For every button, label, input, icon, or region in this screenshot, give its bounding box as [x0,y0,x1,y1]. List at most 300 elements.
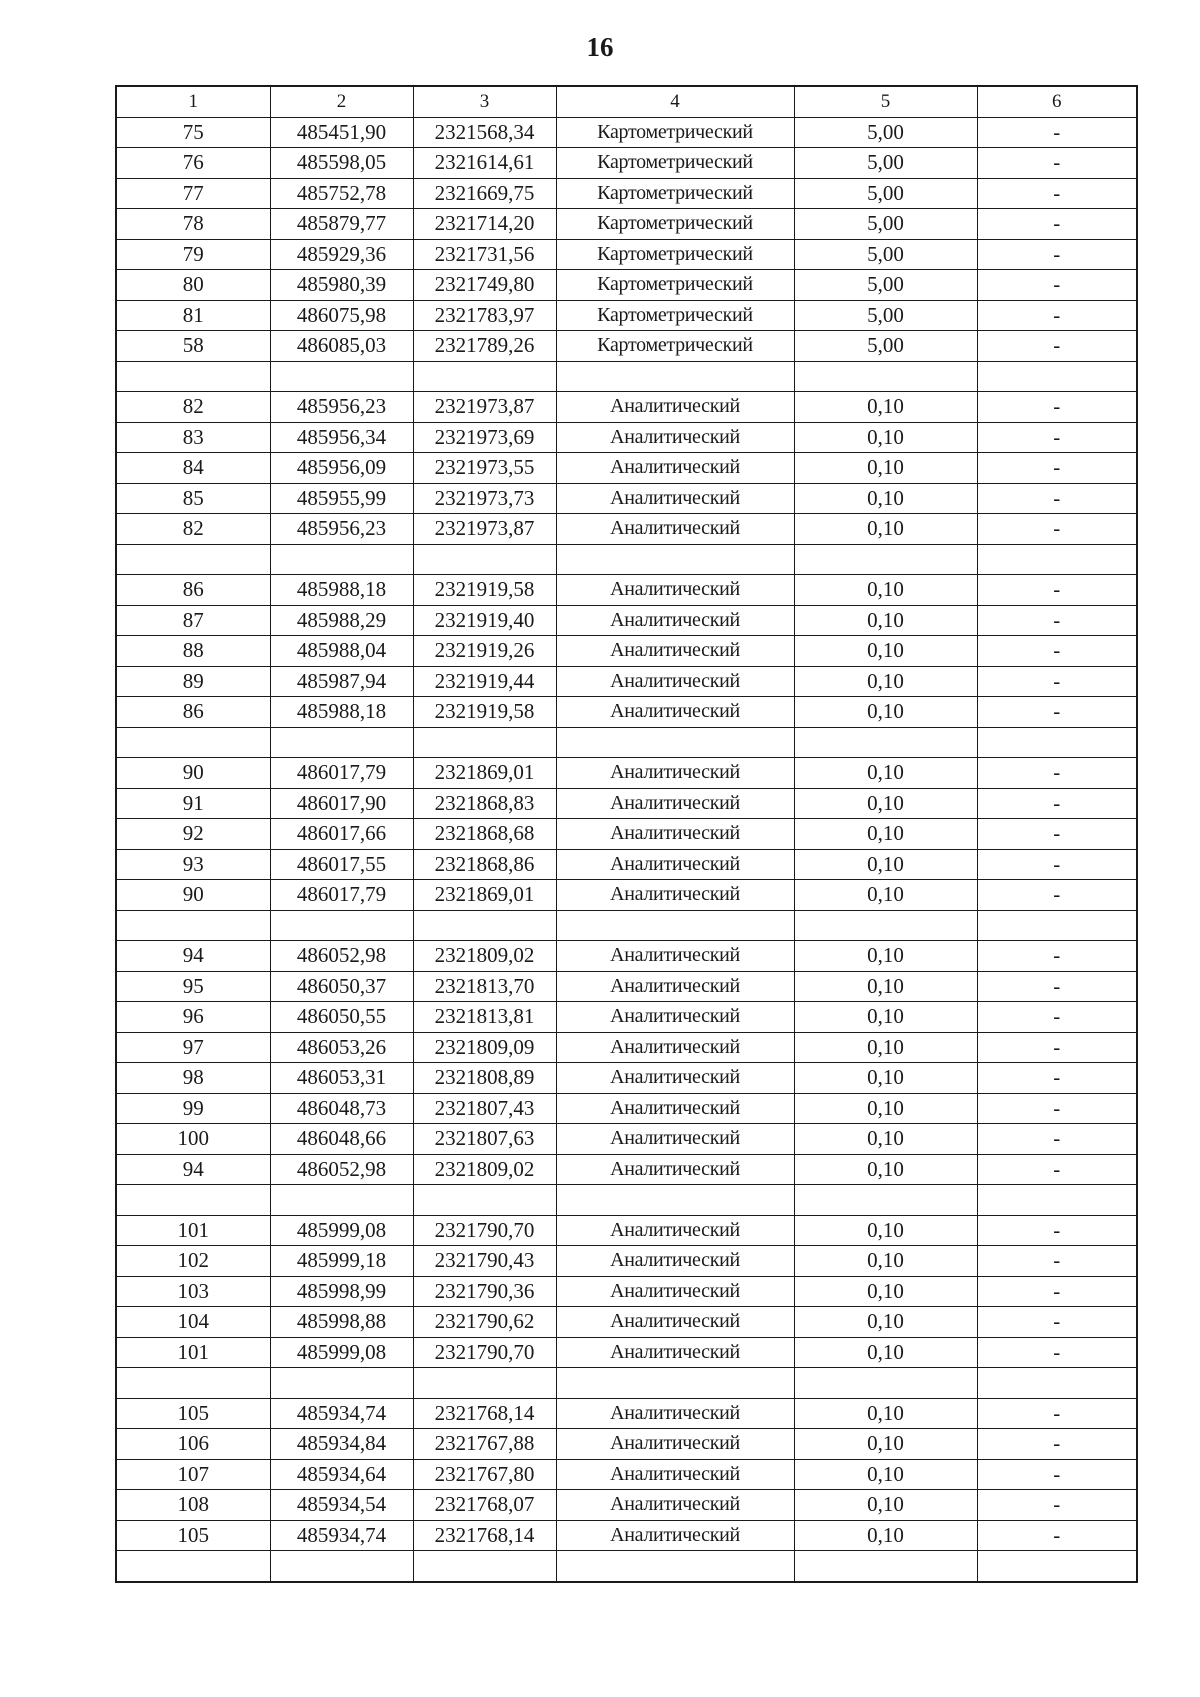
x-coordinate-cell: 486053,26 [270,1032,413,1063]
method-cell [556,727,794,758]
accuracy-cell: 5,00 [794,270,977,301]
y-coordinate-cell: 2321790,43 [413,1246,556,1277]
method-cell: Картометрический [556,117,794,148]
table-row [116,1429,1137,1460]
table-row [116,1490,1137,1521]
accuracy-cell [794,1368,977,1399]
method-cell: Картометрический [556,239,794,270]
note-cell: - [977,880,1137,911]
accuracy-cell: 0,10 [794,666,977,697]
note-cell: - [977,697,1137,728]
note-cell: - [977,605,1137,636]
x-coordinate-cell: 485598,05 [270,148,413,179]
x-coordinate-cell: 486052,98 [270,1154,413,1185]
table-row [116,971,1137,1002]
y-coordinate-cell: 2321807,43 [413,1093,556,1124]
point-number-cell [116,1551,270,1582]
x-coordinate-cell: 485956,34 [270,422,413,453]
note-cell: - [977,1398,1137,1429]
y-coordinate-cell: 2321768,14 [413,1520,556,1551]
accuracy-cell: 0,10 [794,1063,977,1094]
x-coordinate-cell: 485956,23 [270,514,413,545]
x-coordinate-cell: 485934,74 [270,1398,413,1429]
table-row [116,697,1137,728]
point-number-cell: 91 [116,788,270,819]
x-coordinate-cell [270,1185,413,1216]
accuracy-cell: 0,10 [794,392,977,423]
x-coordinate-cell: 485999,08 [270,1215,413,1246]
method-cell: Аналитический [556,575,794,606]
note-cell: - [977,239,1137,270]
y-coordinate-cell [413,361,556,392]
point-number-cell: 101 [116,1215,270,1246]
header-cell-1: 1 [116,86,270,117]
y-coordinate-cell: 2321767,88 [413,1429,556,1460]
coordinates-table [115,85,1138,1583]
method-cell: Аналитический [556,392,794,423]
x-coordinate-cell [270,1551,413,1582]
y-coordinate-cell: 2321973,87 [413,392,556,423]
x-coordinate-cell [270,361,413,392]
note-cell: - [977,575,1137,606]
method-cell: Аналитический [556,666,794,697]
table-row [116,392,1137,423]
table-row [116,666,1137,697]
y-coordinate-cell: 2321813,70 [413,971,556,1002]
table-row [116,1398,1137,1429]
x-coordinate-cell: 485955,99 [270,483,413,514]
point-number-cell: 75 [116,117,270,148]
x-coordinate-cell [270,727,413,758]
accuracy-cell: 0,10 [794,1154,977,1185]
method-cell: Аналитический [556,1032,794,1063]
accuracy-cell: 5,00 [794,300,977,331]
x-coordinate-cell: 485980,39 [270,270,413,301]
accuracy-cell: 0,10 [794,1215,977,1246]
point-number-cell: 80 [116,270,270,301]
point-number-cell: 79 [116,239,270,270]
note-cell: - [977,148,1137,179]
table-row [116,1276,1137,1307]
point-number-cell: 78 [116,209,270,240]
note-cell: - [977,1246,1137,1277]
point-number-cell: 102 [116,1246,270,1277]
y-coordinate-cell [413,727,556,758]
x-coordinate-cell [270,910,413,941]
accuracy-cell: 0,10 [794,1398,977,1429]
y-coordinate-cell [413,1185,556,1216]
note-cell [977,727,1137,758]
accuracy-cell: 0,10 [794,575,977,606]
method-cell: Аналитический [556,1215,794,1246]
table-row [116,849,1137,880]
table-separator-row [116,1185,1137,1216]
accuracy-cell: 0,10 [794,941,977,972]
table-row [116,270,1137,301]
header-cell-6: 6 [977,86,1137,117]
note-cell: - [977,971,1137,1002]
note-cell: - [977,300,1137,331]
x-coordinate-cell: 485998,88 [270,1307,413,1338]
accuracy-cell: 0,10 [794,1276,977,1307]
y-coordinate-cell: 2321919,40 [413,605,556,636]
y-coordinate-cell: 2321868,83 [413,788,556,819]
y-coordinate-cell: 2321790,70 [413,1337,556,1368]
point-number-cell: 97 [116,1032,270,1063]
accuracy-cell: 0,10 [794,453,977,484]
method-cell: Аналитический [556,697,794,728]
accuracy-cell: 0,10 [794,636,977,667]
accuracy-cell: 0,10 [794,971,977,1002]
accuracy-cell: 0,10 [794,758,977,789]
table-row [116,1093,1137,1124]
note-cell: - [977,331,1137,362]
y-coordinate-cell: 2321807,63 [413,1124,556,1155]
x-coordinate-cell: 485956,23 [270,392,413,423]
x-coordinate-cell: 485988,18 [270,697,413,728]
method-cell: Аналитический [556,453,794,484]
method-cell [556,910,794,941]
y-coordinate-cell: 2321568,34 [413,117,556,148]
accuracy-cell: 0,10 [794,422,977,453]
method-cell: Аналитический [556,422,794,453]
table-row [116,300,1137,331]
table-row [116,1124,1137,1155]
y-coordinate-cell: 2321919,44 [413,666,556,697]
method-cell [556,544,794,575]
note-cell: - [977,1490,1137,1521]
method-cell [556,1185,794,1216]
method-cell: Картометрический [556,148,794,179]
point-number-cell: 105 [116,1398,270,1429]
note-cell: - [977,209,1137,240]
note-cell: - [977,636,1137,667]
accuracy-cell: 0,10 [794,1429,977,1460]
point-number-cell: 101 [116,1337,270,1368]
table-row [116,453,1137,484]
x-coordinate-cell: 486050,37 [270,971,413,1002]
table-row [116,575,1137,606]
x-coordinate-cell: 485998,99 [270,1276,413,1307]
accuracy-cell: 0,10 [794,1337,977,1368]
accuracy-cell: 0,10 [794,1032,977,1063]
point-number-cell: 86 [116,575,270,606]
note-cell: - [977,270,1137,301]
table-row [116,514,1137,545]
y-coordinate-cell: 2321714,20 [413,209,556,240]
x-coordinate-cell: 485879,77 [270,209,413,240]
method-cell: Аналитический [556,483,794,514]
x-coordinate-cell: 486048,73 [270,1093,413,1124]
table-row [116,422,1137,453]
method-cell: Аналитический [556,1154,794,1185]
y-coordinate-cell: 2321767,80 [413,1459,556,1490]
accuracy-cell: 0,10 [794,849,977,880]
method-cell: Аналитический [556,1398,794,1429]
table-separator-row [116,910,1137,941]
accuracy-cell: 0,10 [794,514,977,545]
point-number-cell: 105 [116,1520,270,1551]
x-coordinate-cell: 486017,79 [270,880,413,911]
header-cell-4: 4 [556,86,794,117]
table-separator-row [116,1368,1137,1399]
accuracy-cell: 5,00 [794,209,977,240]
x-coordinate-cell: 485999,18 [270,1246,413,1277]
note-cell: - [977,941,1137,972]
table-separator-row [116,361,1137,392]
method-cell: Аналитический [556,1307,794,1338]
accuracy-cell: 0,10 [794,880,977,911]
note-cell: - [977,758,1137,789]
x-coordinate-cell: 486017,90 [270,788,413,819]
y-coordinate-cell: 2321809,09 [413,1032,556,1063]
y-coordinate-cell: 2321973,55 [413,453,556,484]
x-coordinate-cell: 486017,66 [270,819,413,850]
point-number-cell: 86 [116,697,270,728]
note-cell [977,1551,1137,1582]
note-cell: - [977,1093,1137,1124]
note-cell: - [977,1215,1137,1246]
method-cell: Картометрический [556,331,794,362]
method-cell [556,1368,794,1399]
y-coordinate-cell: 2321789,26 [413,331,556,362]
point-number-cell: 58 [116,331,270,362]
table-row [116,1032,1137,1063]
method-cell: Аналитический [556,1459,794,1490]
table-row [116,941,1137,972]
x-coordinate-cell: 486085,03 [270,331,413,362]
point-number-cell: 85 [116,483,270,514]
y-coordinate-cell: 2321749,80 [413,270,556,301]
point-number-cell: 103 [116,1276,270,1307]
point-number-cell: 77 [116,178,270,209]
y-coordinate-cell: 2321919,26 [413,636,556,667]
accuracy-cell [794,1551,977,1582]
note-cell [977,544,1137,575]
page-number: 16 [586,32,614,62]
note-cell: - [977,178,1137,209]
note-cell [977,361,1137,392]
y-coordinate-cell: 2321973,87 [413,514,556,545]
method-cell: Аналитический [556,1490,794,1521]
y-coordinate-cell: 2321869,01 [413,880,556,911]
table-row [116,239,1137,270]
point-number-cell: 84 [116,453,270,484]
y-coordinate-cell: 2321869,01 [413,758,556,789]
point-number-cell: 95 [116,971,270,1002]
x-coordinate-cell: 486053,31 [270,1063,413,1094]
point-number-cell [116,1368,270,1399]
note-cell: - [977,1276,1137,1307]
x-coordinate-cell: 485752,78 [270,178,413,209]
y-coordinate-cell: 2321919,58 [413,697,556,728]
accuracy-cell: 0,10 [794,697,977,728]
method-cell: Аналитический [556,1246,794,1277]
accuracy-cell: 0,10 [794,1246,977,1277]
x-coordinate-cell: 485988,04 [270,636,413,667]
point-number-cell: 82 [116,514,270,545]
note-cell: - [977,1459,1137,1490]
table-row [116,819,1137,850]
method-cell [556,1551,794,1582]
point-number-cell: 100 [116,1124,270,1155]
point-number-cell: 76 [116,148,270,179]
y-coordinate-cell: 2321813,81 [413,1002,556,1033]
table-row [116,880,1137,911]
table-row [116,788,1137,819]
point-number-cell: 94 [116,1154,270,1185]
point-number-cell: 96 [116,1002,270,1033]
table-row [116,1002,1137,1033]
y-coordinate-cell: 2321768,07 [413,1490,556,1521]
method-cell: Аналитический [556,1520,794,1551]
accuracy-cell: 0,10 [794,819,977,850]
y-coordinate-cell: 2321790,36 [413,1276,556,1307]
table-row [116,1459,1137,1490]
table-row [116,1307,1137,1338]
note-cell: - [977,514,1137,545]
table-separator-row [116,727,1137,758]
note-cell: - [977,1429,1137,1460]
y-coordinate-cell: 2321768,14 [413,1398,556,1429]
point-number-cell [116,1185,270,1216]
table-row [116,1246,1137,1277]
method-cell: Аналитический [556,849,794,880]
note-cell: - [977,1337,1137,1368]
point-number-cell: 90 [116,880,270,911]
accuracy-cell [794,544,977,575]
x-coordinate-cell: 486048,66 [270,1124,413,1155]
accuracy-cell: 0,10 [794,1307,977,1338]
x-coordinate-cell: 485929,36 [270,239,413,270]
point-number-cell: 88 [116,636,270,667]
y-coordinate-cell: 2321973,73 [413,483,556,514]
note-cell: - [977,1124,1137,1155]
table-row [116,1063,1137,1094]
y-coordinate-cell: 2321973,69 [413,422,556,453]
point-number-cell: 93 [116,849,270,880]
note-cell: - [977,849,1137,880]
table-row [116,483,1137,514]
note-cell [977,1185,1137,1216]
accuracy-cell: 0,10 [794,1520,977,1551]
x-coordinate-cell: 486075,98 [270,300,413,331]
y-coordinate-cell: 2321809,02 [413,1154,556,1185]
accuracy-cell: 5,00 [794,239,977,270]
point-number-cell: 92 [116,819,270,850]
header-cell-5: 5 [794,86,977,117]
y-coordinate-cell: 2321868,86 [413,849,556,880]
table-separator-row [116,1551,1137,1582]
accuracy-cell [794,1185,977,1216]
x-coordinate-cell: 485956,09 [270,453,413,484]
accuracy-cell: 5,00 [794,117,977,148]
x-coordinate-cell: 485987,94 [270,666,413,697]
method-cell: Аналитический [556,971,794,1002]
note-cell: - [977,666,1137,697]
y-coordinate-cell: 2321790,70 [413,1215,556,1246]
point-number-cell: 94 [116,941,270,972]
y-coordinate-cell: 2321868,68 [413,819,556,850]
method-cell: Аналитический [556,788,794,819]
x-coordinate-cell: 485934,74 [270,1520,413,1551]
accuracy-cell: 5,00 [794,148,977,179]
x-coordinate-cell: 485934,64 [270,1459,413,1490]
method-cell: Аналитический [556,1337,794,1368]
header-row [116,86,1137,117]
point-number-cell: 87 [116,605,270,636]
note-cell: - [977,422,1137,453]
y-coordinate-cell: 2321809,02 [413,941,556,972]
x-coordinate-cell: 485988,29 [270,605,413,636]
x-coordinate-cell: 485988,18 [270,575,413,606]
x-coordinate-cell: 485999,08 [270,1337,413,1368]
point-number-cell: 98 [116,1063,270,1094]
table-body [116,117,1137,1582]
point-number-cell: 90 [116,758,270,789]
method-cell: Аналитический [556,1063,794,1094]
method-cell: Картометрический [556,178,794,209]
y-coordinate-cell: 2321790,62 [413,1307,556,1338]
y-coordinate-cell: 2321614,61 [413,148,556,179]
accuracy-cell [794,910,977,941]
method-cell: Аналитический [556,636,794,667]
point-number-cell [116,727,270,758]
x-coordinate-cell: 486017,79 [270,758,413,789]
note-cell: - [977,117,1137,148]
note-cell [977,910,1137,941]
note-cell: - [977,1520,1137,1551]
y-coordinate-cell: 2321669,75 [413,178,556,209]
accuracy-cell: 5,00 [794,178,977,209]
method-cell: Картометрический [556,270,794,301]
accuracy-cell: 0,10 [794,1459,977,1490]
point-number-cell: 81 [116,300,270,331]
point-number-cell: 108 [116,1490,270,1521]
table-row [116,209,1137,240]
x-coordinate-cell: 485451,90 [270,117,413,148]
point-number-cell: 83 [116,422,270,453]
accuracy-cell: 0,10 [794,605,977,636]
table-row [116,178,1137,209]
accuracy-cell: 0,10 [794,1093,977,1124]
accuracy-cell: 0,10 [794,1002,977,1033]
note-cell: - [977,392,1137,423]
method-cell: Аналитический [556,819,794,850]
point-number-cell [116,910,270,941]
method-cell: Аналитический [556,941,794,972]
table-row [116,636,1137,667]
table-row [116,1154,1137,1185]
method-cell: Аналитический [556,1002,794,1033]
table-header [116,86,1137,117]
note-cell: - [977,1307,1137,1338]
x-coordinate-cell: 486050,55 [270,1002,413,1033]
method-cell: Аналитический [556,514,794,545]
x-coordinate-cell: 485934,84 [270,1429,413,1460]
method-cell: Аналитический [556,758,794,789]
note-cell: - [977,1032,1137,1063]
method-cell: Картометрический [556,300,794,331]
method-cell: Аналитический [556,1093,794,1124]
y-coordinate-cell: 2321731,56 [413,239,556,270]
table-row [116,1337,1137,1368]
table-row [116,1520,1137,1551]
header-cell-3: 3 [413,86,556,117]
y-coordinate-cell [413,1368,556,1399]
x-coordinate-cell: 485934,54 [270,1490,413,1521]
note-cell: - [977,1063,1137,1094]
